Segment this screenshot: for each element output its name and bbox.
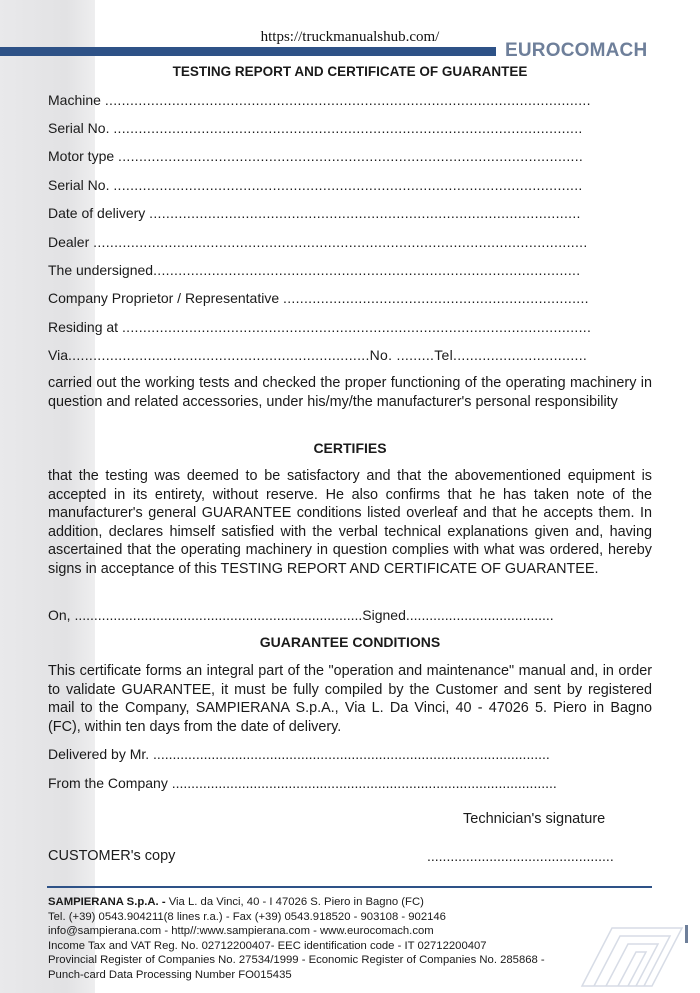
field-label: Dealer — [48, 234, 94, 250]
field-label: Serial No. — [48, 177, 114, 193]
field-motor-serial-no — [48, 177, 650, 193]
field-motor-type — [48, 148, 650, 164]
customer-copy-label: CUSTOMER's copy — [48, 848, 176, 864]
company-name: SAMPIERANA S.p.A. - — [48, 896, 169, 908]
fill-line: ......................................................................... — [283, 290, 589, 306]
field-label: Via — [48, 347, 68, 363]
on-signed-line: On, ..........................................................................Signed...................................... — [48, 607, 554, 623]
fill-line: .................................................................................................................... — [104, 92, 591, 108]
fill-line: ...................................................................................................................... — [93, 234, 588, 250]
footer-tax: Income Tax and VAT Reg. No. 02712200407- EEC identification code - IT 02712200407 — [48, 939, 487, 952]
field-label: The undersigned — [48, 262, 154, 278]
field-residing-at — [48, 319, 650, 335]
field-label: Company Proprietor / Representative — [48, 290, 283, 306]
company-footer — [48, 895, 545, 983]
field-company-proprietor — [48, 290, 650, 306]
footer-phone: Tel. (+39) 0543.904211(8 lines r.a.) - Fax (+39) 0543.918520 - 903108 - 902146 — [48, 910, 446, 923]
customer-signature-line: ................................................ — [427, 848, 614, 864]
technician-signature-label: Technician's signature — [463, 811, 606, 827]
fill-line: ................................................................................................................ — [113, 120, 583, 136]
field-serial-no — [48, 120, 650, 136]
field-dealer — [48, 234, 650, 250]
watermark-icon — [572, 918, 690, 988]
fill-line: ...................................................................................................... — [153, 262, 581, 278]
source-url[interactable]: https://truckmanualshub.com/ — [260, 29, 440, 45]
document-title: TESTING REPORT AND CERTIFICATE OF GUARANTEE — [172, 64, 528, 79]
field-machine — [48, 92, 650, 108]
guarantee-conditions-paragraph: This certificate forms an integral part of the "operation and maintenance" manual and, in order to validate GUARANTEE, it must be fully compiled by the Customer and sent by registered mail to the Company, SAMPIERANA S.p.A., Via L. Da Vinci, 40 - 47026 5. Piero in Bagno (FC), within ten days from the date of delivery. — [48, 663, 652, 735]
field-label: Machine — [48, 92, 105, 108]
company-address: Via L. da Vinci, 40 - I 47026 S. Piero in Bagno (FC) — [168, 896, 424, 908]
fill-line: ................................................................................................................ — [121, 319, 592, 335]
header-bar — [0, 47, 496, 56]
responsibility-paragraph: carried out the working tests and checked the proper functioning of the operating machinery in question and related accessories, under his/my/the manufacturer's personal responsibility — [48, 375, 652, 410]
footer-punchcard: Punch-card Data Processing Number FO015435 — [48, 968, 292, 981]
eurocomach-logo: EUROCOMACH — [505, 40, 648, 61]
certifies-heading: CERTIFIES — [313, 440, 387, 456]
footer-register: Provincial Register of Companies No. 27534/1999 - Economic Register of Companies No. 285868 - — [48, 954, 545, 967]
from-company-line: From the Company ................................................................................................... — [48, 775, 557, 791]
field-label: Date of delivery — [48, 205, 150, 221]
fill-line: ............................................................................................................... — [118, 148, 584, 164]
field-undersigned — [48, 262, 650, 278]
edge-mark — [685, 925, 688, 943]
footer-rule — [47, 886, 652, 888]
fill-line: ........................................................................No. .........Tel................................ — [67, 347, 588, 363]
field-label: Motor type — [48, 148, 119, 164]
field-via-no-tel — [48, 347, 650, 363]
delivered-by-line: Delivered by Mr. ...................................................................................................... — [48, 746, 550, 762]
field-date-of-delivery — [48, 205, 650, 221]
footer-address-line — [48, 895, 545, 910]
footer-web: info@sampierana.com - http//:www.sampierana.com - www.eurocomach.com — [48, 925, 434, 938]
guarantee-conditions-heading: GUARANTEE CONDITIONS — [259, 634, 441, 650]
field-label: Serial No. — [48, 120, 114, 136]
field-label: Residing at — [48, 319, 122, 335]
fill-line: ................................................................................................................ — [113, 177, 583, 193]
certification-paragraph: that the testing was deemed to be satisfactory and that the abovementioned equipment is accepted in its entirety, without reserve. He also confirms that he has taken note of the manufacturer's general GUARANTEE conditions listed overleaf and that he accepts them. In addition, declares himself satisfied with the verbal technical explanations given and, having ascertained that the operating machinery in question complies with what was ordered, hereby signs in acceptance of this TESTING REPORT AND CERTIFICATE OF GUARANTEE. — [48, 468, 652, 577]
fill-line: ....................................................................................................... — [149, 205, 581, 221]
